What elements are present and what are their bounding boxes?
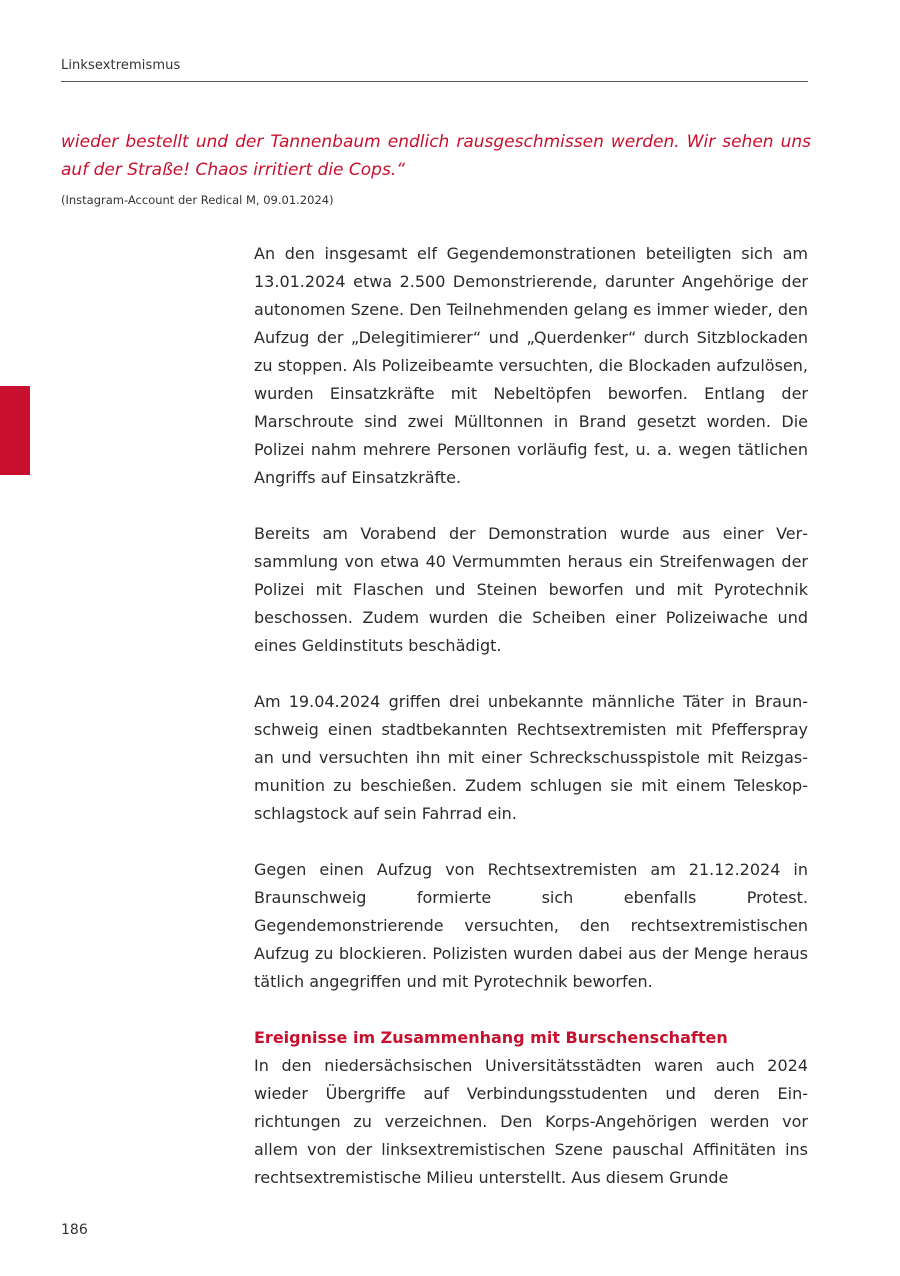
quote-text: wieder bestellt und der Tannenbaum endlich rausgeschmissen werden. Wir sehen uns auf der Straße! Chaos irritiert die Cops.“ bbox=[61, 132, 811, 180]
page-number: 186 bbox=[61, 1222, 88, 1238]
section-paragraph: In den niedersächsischen Universitätsstädten waren auch 2024 wieder Übergriffe auf Verbindungsstudenten und deren Einrichtungen zu verzeichnen. Den Korps-Angehörigen werden vor allem von der linksextremistischen Szene pauschal Affinitäten ins rechtsextremistische Milieu unterstellt. Aus diesem Grunde bbox=[254, 1056, 808, 1187]
paragraph-protest-december: Gegen einen Aufzug von Rechtsextremisten am 21.12.2024 in Braunschweig formierte sich ebenfalls Protest. Gegendemonstrierende versuchten, den rechtsextremistischen Aufzug zu blockieren. Polizisten wurden dabei aus der Menge heraus tätlich angegriffen und mit Pyrotechnik beworfen. bbox=[254, 860, 808, 991]
body-column bbox=[254, 240, 808, 1192]
header-rule bbox=[61, 81, 808, 82]
running-title: Linksextremismus bbox=[61, 58, 181, 73]
quote-source: (Instagram-Account der Redical M, 09.01.2024) bbox=[61, 193, 334, 207]
chapter-marker bbox=[0, 386, 30, 475]
paragraph-counter-demonstrations: An den insgesamt elf Gegendemonstrationen beteiligten sich am 13.01.2024 etwa 2.500 Demonstrierende, darunter Angehörige der autonomen Szene. Den Teilnehmenden gelang es immer wieder, den Aufzug der „Delegitimierer“ und „Querdenker“ durch Sitzblockaden zu stoppen. Als Polizeibeamte versuchten, die Blockaden aufzulösen, wurden Einsatzkräfte mit Nebeltöpfen beworfen. Entlang der Marschroute sind zwei Mülltonnen in Brand gesetzt worden. Die Polizei nahm mehrere Personen vorläufig fest, u. a. wegen tätlichen Angriffs auf Einsatzkräfte. bbox=[254, 244, 808, 487]
section-heading: Ereignisse im Zusammenhang mit Burschenschaften bbox=[254, 1028, 728, 1047]
paragraph-attack-april: Am 19.04.2024 griffen drei unbekannte männliche Täter in Braunschweig einen stadtbekannten Rechtsextremisten mit Pfefferspray an und versuchten ihn mit einer Schreckschusspistole mit Reizgasmunition zu beschießen. Zudem schlugen sie mit einem Teleskopschlagstock auf sein Fahrrad ein. bbox=[254, 692, 808, 823]
paragraph-eve-of-demonstration: Bereits am Vorabend der Demonstration wurde aus einer Versammlung von etwa 40 Vermummten heraus ein Streifenwagen der Polizei mit Flaschen und Steinen beworfen und mit Pyrotechnik beschossen. Zudem wurden die Scheiben einer Polizeiwache und eines Geldinstituts beschädigt. bbox=[254, 524, 808, 655]
